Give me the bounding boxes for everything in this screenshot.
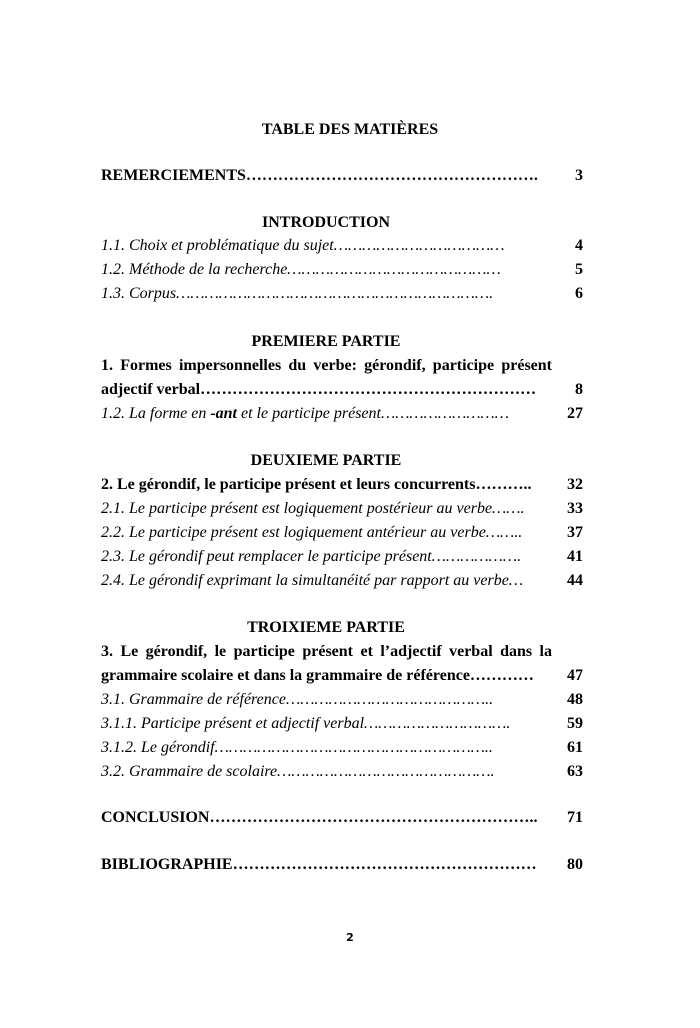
toc-entry-conclusion[interactable] — [101, 808, 583, 828]
toc-entry-partie2-main[interactable] — [101, 475, 583, 495]
toc-entry-page: 27 — [567, 405, 583, 422]
toc-entry-text: REMERCIEMENTS………………………………………………. — [101, 167, 538, 184]
toc-entry-page: 6 — [575, 285, 583, 302]
toc-entry-page: 63 — [567, 763, 583, 780]
page-number: 2 — [346, 931, 354, 944]
toc-entry-page: 3 — [575, 167, 583, 184]
toc-entry[interactable] — [101, 738, 583, 758]
toc-entry-text: 2.3. Le gérondif peut remplacer le participe présent………………. — [101, 548, 522, 565]
toc-entry-remerciements[interactable] — [101, 166, 583, 186]
page-title: TABLE DES MATIÈRES — [261, 121, 439, 138]
toc-entry-page: 61 — [567, 739, 583, 756]
section-heading-partie2: DEUXIEME PARTIE — [250, 452, 402, 469]
toc-entry-text: 2.1. Le participe présent est logiquement postérieur au verbe……. — [101, 500, 525, 517]
toc-entry-text-bold: -ant — [210, 405, 237, 422]
toc-entry-page: 47 — [567, 667, 583, 684]
toc-entry-text-part: 1.2. La forme en — [101, 405, 211, 422]
toc-entry-text: 2. Le gérondif, le participe présent et leurs concurrents……….. — [101, 476, 532, 493]
toc-entry-text: grammaire scolaire et dans la grammaire de référence………… — [101, 667, 534, 684]
toc-entry[interactable] — [101, 571, 583, 591]
toc-entry-page: 44 — [567, 572, 583, 589]
toc-entry-text: adjectif verbal……………………………………………………… — [101, 381, 537, 398]
toc-entry-page: 48 — [567, 691, 583, 708]
toc-entry-text: 1.2. Méthode de la recherche……………………………………… — [101, 261, 501, 278]
toc-entry-page: 80 — [567, 856, 583, 873]
toc-entry-text: 3.1.1. Participe présent et adjectif verbal…………………………. — [101, 715, 511, 732]
toc-entry[interactable] — [101, 499, 583, 519]
toc-entry-text: 2.4. Le gérondif exprimant la simultanéité par rapport au verbe… — [101, 572, 524, 589]
toc-entry-text: 1.3. Corpus…………………………………………………………. — [101, 285, 494, 302]
section-heading-partie1: PREMIERE PARTIE — [251, 333, 401, 350]
toc-entry-page: 5 — [575, 261, 583, 278]
toc-entry-page: 71 — [567, 809, 583, 826]
toc-entry-page: 4 — [575, 237, 583, 254]
toc-entry-text: 3.2. Grammaire de scolaire………………………………………. — [101, 763, 495, 780]
toc-entry[interactable] — [101, 547, 583, 567]
toc-entry-partie1-line2[interactable] — [101, 380, 583, 400]
toc-entry-text: BIBLIOGRAPHIE………………………………………………… — [101, 856, 537, 873]
toc-entry-text: 3.1. Grammaire de référence…………………………………….. — [101, 691, 494, 708]
toc-entry-partie1-line1[interactable]: 1. Formes impersonnelles du verbe: gérondif, participe présent — [101, 357, 552, 374]
toc-entry-text: 1.1. Choix et problématique du sujet……………………………… — [101, 237, 505, 254]
toc-entry[interactable] — [101, 284, 583, 304]
section-heading-introduction: INTRODUCTION — [261, 214, 390, 231]
toc-entry[interactable] — [101, 260, 583, 280]
section-heading-partie3: TROIXIEME PARTIE — [247, 619, 405, 636]
toc-entry[interactable] — [101, 523, 583, 543]
toc-entry-partie3-line2[interactable] — [101, 666, 583, 686]
toc-entry-page: 41 — [567, 548, 583, 565]
toc-entry[interactable] — [101, 236, 583, 256]
toc-entry-page: 32 — [567, 476, 583, 493]
toc-entry[interactable] — [101, 762, 583, 782]
toc-entry-page: 33 — [567, 500, 583, 517]
toc-entry-text-part: et le participe présent……………………… — [237, 405, 509, 422]
toc-entry[interactable] — [101, 714, 583, 734]
toc-entry-partie3-line1[interactable]: 3. Le gérondif, le participe présent et l’adjectif verbal dans la — [101, 643, 552, 660]
toc-entry[interactable] — [101, 690, 583, 710]
toc-entry-text — [101, 404, 509, 424]
toc-entry-page: 8 — [575, 381, 583, 398]
toc-entry-text: 3.1.2. Le gérondif………………………………………………….. — [101, 739, 493, 756]
toc-entry-page: 59 — [567, 715, 583, 732]
toc-entry-page: 37 — [567, 524, 583, 541]
toc-entry-bibliographie[interactable] — [101, 855, 583, 875]
toc-entry[interactable] — [101, 404, 583, 424]
toc-entry-text: 2.2. Le participe présent est logiquement antérieur au verbe…….. — [101, 524, 523, 541]
toc-entry-text: CONCLUSION…………………………………………………….. — [101, 809, 538, 826]
